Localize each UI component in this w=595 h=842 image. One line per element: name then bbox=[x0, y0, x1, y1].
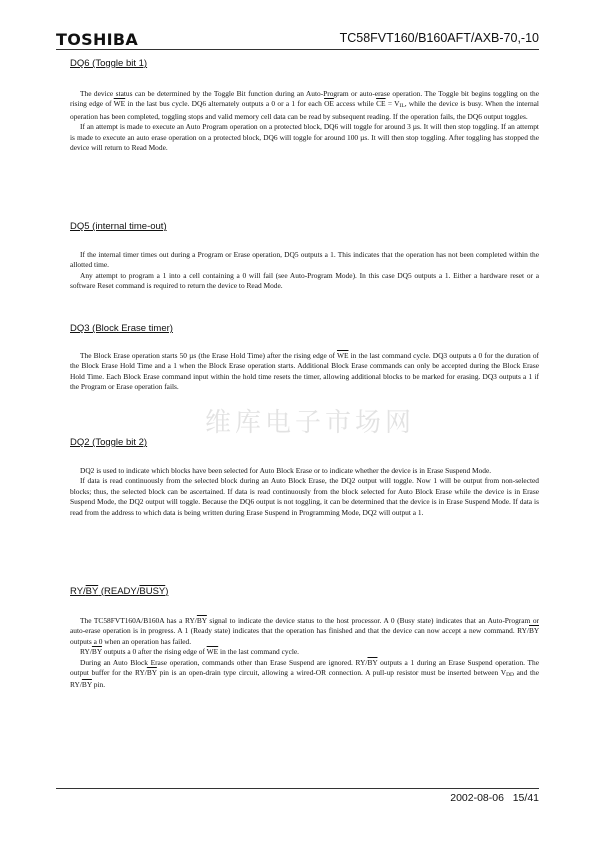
dq5-paragraph-2: Any attempt to program a 1 into a cell containing a 0 will fail (see Auto-Program Mode). In this case DQ5 outputs a 1. Either a hardware reset or a software Reset command is required to return the device to Read Mode. bbox=[70, 270, 539, 291]
dq2-paragraph-1: DQ2 is used to indicate which blocks have been selected for Auto Block Erase or to indicate whether the device is in Erase Suspend Mode. bbox=[80, 466, 492, 475]
section-body-dq2 bbox=[70, 466, 539, 518]
section-body-dq6 bbox=[70, 89, 539, 153]
header-rule bbox=[56, 49, 539, 50]
dq5-paragraph-1: If the internal timer times out during a Program or Erase operation, DQ5 outputs a 1. This indicates that the operation has not been completed within the allotted time. bbox=[70, 250, 539, 270]
part-number: TC58FVT160/B160AFT/AXB-70,-10 bbox=[339, 31, 539, 45]
section-title-dq5: DQ5 (internal time-out) bbox=[70, 221, 167, 232]
ry-paragraph-3: During an Auto Block Erase operation, commands other than Erase Suspend are ignored. $RY/\overline{BY}$ outputs a 1 during an Erase Suspend operation. The output buffer for the $RY/\overline{BY}$ pin is an open-drain type circuit, allowing a wired-OR connection. A pull-up resistor must be inserted between VDD and the $RY/\overline{BY}$ pin. bbox=[70, 657, 540, 690]
footer-date: 2002-08-06 bbox=[450, 792, 504, 804]
section-body-ry-by bbox=[70, 616, 539, 691]
page-number: 15/41 bbox=[512, 792, 539, 804]
dq3-paragraph-1: The Block Erase operation starts 50 µs (the Erase Hold Time) after the rising edge of $\overline{WE}$ in the last command cycle. DQ3 outputs a 0 for the duration of the Block Erase Hold Time and a 1 when the Block Erase operation starts. Additional Block Erase commands can only be accepted during the Block Erase Hold Time. Each Block Erase command input within the hold time resets the timer, allowing additional blocks to be marked for erasing. DQ3 outputs a 1 if the Program or Erase operation fails. bbox=[70, 351, 539, 392]
watermark-text: 维库电子市场网 bbox=[205, 408, 416, 438]
page-header bbox=[56, 30, 539, 48]
ry-paragraph-1: The TC58FVT160A/B160A has a $RY/\overline{BY}$ signal to indicate the device status to the host processor. A 0 (Busy state) indicates that an Auto-Program or auto-erase operation is in progress. A 1 (Ready state) indicates that the operation has finished and that the device can now accept a new command. $RY/\overline{BY}$ outputs a 0 when an operation has failed. bbox=[70, 616, 539, 646]
dq6-paragraph-2: If an attempt is made to execute an Auto Program operation on a protected block, DQ6 will toggle for around 3 µs. It will then stop toggling. If an attempt is made to execute an auto erase operation on a protected block, DQ6 will toggle for around 100 µs. It will then stop toggling. After toggling has stopped the device will return to Read Mode. bbox=[70, 122, 539, 153]
dq2-paragraph-2: If data is read continuously from the selected block during an Auto Block Erase, the DQ2 output will toggle. Now 1 will be output from non-selected blocks; thus, the selected block can be ascertained. If data is read continuously from the block selected for Auto Block Erase while the device is in Erase Suspend Mode, the DQ2 output will toggle. Because the DQ6 output is not toggling, it can be determined that the device is in Erase Suspend Mode. If data is read from the address to which data is being written during Erase Suspend in Programming Mode, DQ2 will output a 1. bbox=[70, 476, 539, 517]
ry-paragraph-2: $RY/\overline{BY}$ outputs a 0 after the rising edge of $\overline{WE}$ in the last command cycle. bbox=[80, 647, 300, 657]
dq6-paragraph-1: The device status can be determined by the Toggle Bit function during an Auto-Program or auto-erase operation. The Toggle bit begins toggling on the rising edge of $\overline{WE}$ in the last bus cycle. DQ6 alternately outputs a 0 or a 1 for each $\overline{OE}$ access while $\overline{CE}$ = VIL, while the device is busy. When the internal operation has been completed, toggling stops and valid memory cell data can be read by subsequent reading. If the operation fails, the DQ6 output toggles. bbox=[70, 89, 539, 121]
page-footer bbox=[450, 792, 539, 804]
section-body-dq3 bbox=[70, 351, 539, 393]
footer-rule bbox=[56, 788, 539, 789]
section-title-dq6: DQ6 (Toggle bit 1) bbox=[70, 58, 148, 69]
section-body-dq5 bbox=[70, 250, 539, 292]
section-title-ry-by: RY/BY (READY/BUSY) bbox=[70, 586, 169, 597]
section-title-dq2: DQ2 (Toggle bit 2) bbox=[70, 437, 148, 448]
toshiba-logo: TOSHIBA bbox=[56, 30, 139, 49]
section-title-dq3: DQ3 (Block Erase timer) bbox=[70, 323, 173, 334]
